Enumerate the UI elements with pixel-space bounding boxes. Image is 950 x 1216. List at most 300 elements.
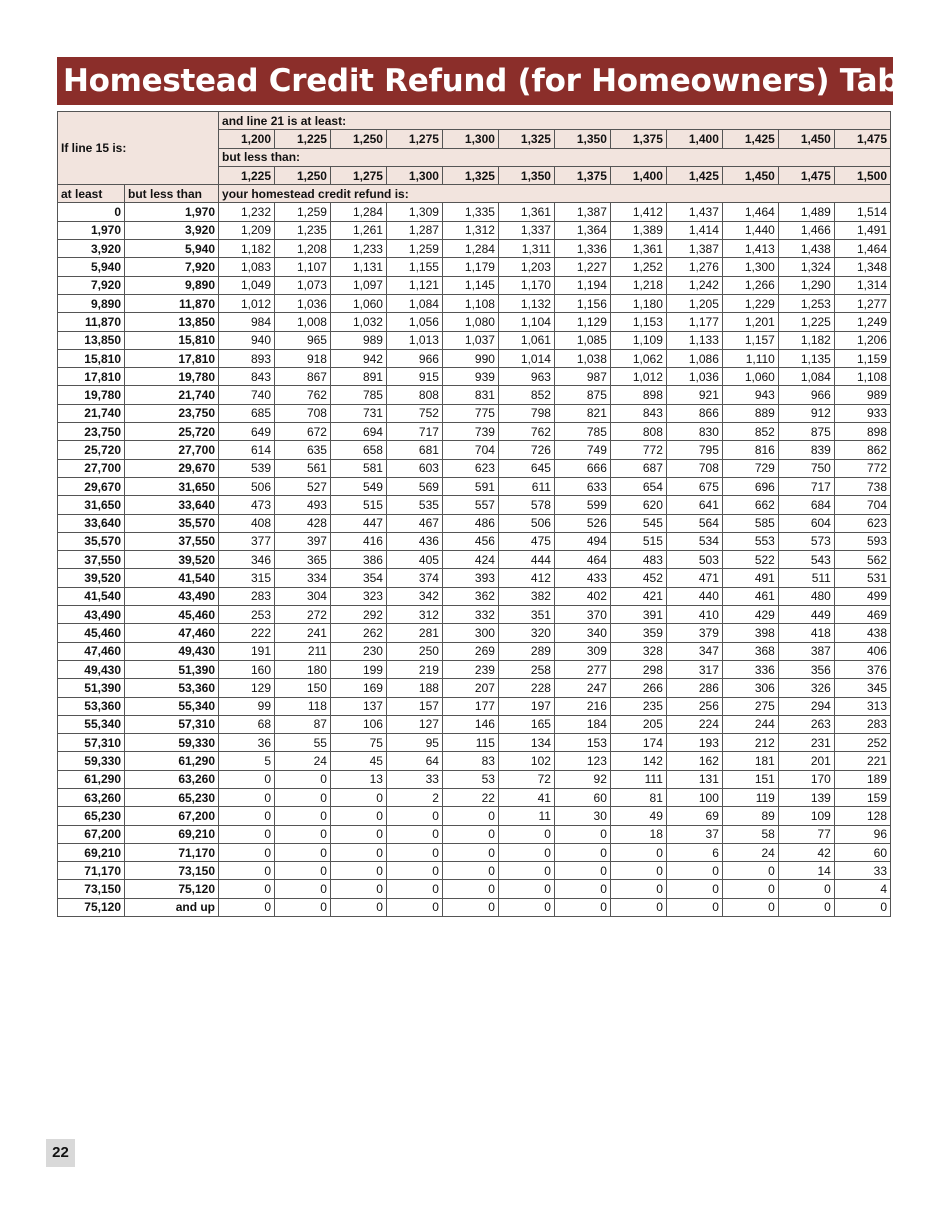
refund-value: 5 [219,752,275,770]
refund-value: 681 [386,441,442,459]
refund-value: 64 [386,752,442,770]
refund-value: 230 [330,642,386,660]
refund-value: 0 [722,880,778,898]
line21-less-than-value: 1,375 [554,166,610,184]
line21-less-than-value: 1,500 [834,166,890,184]
refund-value: 0 [386,862,442,880]
refund-value: 382 [498,587,554,605]
refund-value: 326 [778,679,834,697]
refund-value: 0 [275,788,331,806]
line21-at-least-value: 1,300 [442,130,498,148]
refund-value: 843 [610,404,666,422]
refund-value: 0 [386,825,442,843]
refund-value: 99 [219,697,275,715]
refund-value: 1,227 [554,258,610,276]
table-row [58,569,891,587]
refund-value: 0 [219,807,275,825]
refund-value: 111 [610,770,666,788]
income-less-than: 55,340 [125,697,219,715]
refund-value: 298 [610,660,666,678]
refund-value: 292 [330,606,386,624]
refund-value: 436 [386,532,442,550]
refund-value: 0 [442,843,498,861]
refund-value: 1,284 [330,203,386,221]
income-less-than: 1,970 [125,203,219,221]
refund-value: 317 [666,660,722,678]
refund-value: 522 [722,551,778,569]
refund-value: 362 [442,587,498,605]
refund-value: 36 [219,734,275,752]
refund-value: 102 [498,752,554,770]
line21-at-least-value: 1,225 [275,130,331,148]
refund-value: 867 [275,368,331,386]
refund-value: 772 [834,459,890,477]
refund-value: 253 [219,606,275,624]
refund-value: 0 [275,843,331,861]
refund-value: 408 [219,514,275,532]
income-at-least: 61,290 [58,770,125,788]
refund-value: 127 [386,715,442,733]
refund-value: 456 [442,532,498,550]
refund-value: 193 [666,734,722,752]
refund-value: 591 [442,477,498,495]
table-row [58,642,891,660]
refund-value: 0 [610,843,666,861]
income-at-least: 19,780 [58,386,125,404]
income-less-than: 3,920 [125,221,219,239]
refund-value: 334 [275,569,331,587]
refund-value: 785 [330,386,386,404]
refund-value: 752 [386,404,442,422]
line21-label: and line 21 is at least: [219,112,891,130]
refund-value: 816 [722,441,778,459]
income-at-least: 43,490 [58,606,125,624]
refund-value: 531 [834,569,890,587]
refund-value: 174 [610,734,666,752]
refund-value: 1,233 [330,240,386,258]
refund-value: 831 [442,386,498,404]
refund-value: 633 [554,477,610,495]
refund-value: 346 [219,551,275,569]
refund-value: 1,324 [778,258,834,276]
refund-value: 0 [275,825,331,843]
table-row [58,423,891,441]
refund-value: 139 [778,788,834,806]
refund-value: 263 [778,715,834,733]
refund-value: 0 [666,880,722,898]
refund-value: 687 [610,459,666,477]
refund-value: 1,180 [610,294,666,312]
line21-less-than-value: 1,225 [219,166,275,184]
refund-value: 654 [610,477,666,495]
refund-value: 294 [778,697,834,715]
income-at-least: 25,720 [58,441,125,459]
income-less-than: 73,150 [125,862,219,880]
table-row [58,294,891,312]
income-at-least: 23,750 [58,423,125,441]
refund-value: 0 [610,880,666,898]
refund-value: 772 [610,441,666,459]
refund-value: 1,060 [722,368,778,386]
table-row [58,276,891,294]
refund-value: 515 [330,496,386,514]
refund-value: 1,155 [386,258,442,276]
refund-value: 30 [554,807,610,825]
refund-value: 875 [778,423,834,441]
refund-value: 708 [275,404,331,422]
refund-value: 146 [442,715,498,733]
refund-value: 1,084 [386,294,442,312]
table-row [58,752,891,770]
refund-value: 1,387 [554,203,610,221]
refund-value: 300 [442,624,498,642]
refund-value: 620 [610,496,666,514]
income-at-least: 45,460 [58,624,125,642]
refund-value: 1,008 [275,313,331,331]
income-less-than: 33,640 [125,496,219,514]
refund-value: 1,412 [610,203,666,221]
table-row [58,349,891,367]
refund-value: 603 [386,459,442,477]
refund-value: 11 [498,807,554,825]
refund-value: 412 [498,569,554,587]
refund-value: 1,300 [722,258,778,276]
refund-value: 1,097 [330,276,386,294]
refund-value: 1,284 [442,240,498,258]
income-less-than: 35,570 [125,514,219,532]
income-less-than: 71,170 [125,843,219,861]
income-less-than: 25,720 [125,423,219,441]
refund-value: 684 [778,496,834,514]
refund-value: 0 [219,898,275,916]
refund-value: 58 [722,825,778,843]
refund-value: 1,014 [498,349,554,367]
refund-value: 471 [666,569,722,587]
line21-at-least-value: 1,200 [219,130,275,148]
table-row [58,734,891,752]
refund-value: 1,225 [778,313,834,331]
refund-value: 562 [834,551,890,569]
refund-value: 77 [778,825,834,843]
refund-value: 694 [330,423,386,441]
refund-value: 24 [722,843,778,861]
refund-value: 989 [834,386,890,404]
refund-value: 506 [219,477,275,495]
refund-value: 1,073 [275,276,331,294]
refund-value: 266 [610,679,666,697]
income-at-least: 27,700 [58,459,125,477]
refund-value: 137 [330,697,386,715]
refund-value: 1,514 [834,203,890,221]
refund-value: 915 [386,368,442,386]
refund-value: 543 [778,551,834,569]
line21-at-least-value: 1,425 [722,130,778,148]
refund-value: 965 [275,331,331,349]
refund-value: 1,036 [666,368,722,386]
refund-value: 1,229 [722,294,778,312]
refund-value: 222 [219,624,275,642]
table-row [58,825,891,843]
refund-value: 386 [330,551,386,569]
line21-less-than-value: 1,400 [610,166,666,184]
refund-value: 839 [778,441,834,459]
income-less-than: 31,650 [125,477,219,495]
refund-value: 6 [666,843,722,861]
refund-value: 359 [610,624,666,642]
refund-value: 160 [219,660,275,678]
refund-value: 283 [834,715,890,733]
table-row [58,258,891,276]
refund-value: 623 [442,459,498,477]
refund-value: 1,287 [386,221,442,239]
refund-value: 151 [722,770,778,788]
refund-value: 433 [554,569,610,587]
refund-value: 0 [275,880,331,898]
refund-value: 418 [778,624,834,642]
income-less-than: and up [125,898,219,916]
refund-value: 569 [386,477,442,495]
refund-value: 483 [610,551,666,569]
refund-value: 134 [498,734,554,752]
refund-value: 503 [666,551,722,569]
refund-value: 205 [610,715,666,733]
refund-value: 402 [554,587,610,605]
refund-value: 581 [330,459,386,477]
refund-value: 585 [722,514,778,532]
refund-value: 1,277 [834,294,890,312]
refund-value: 762 [275,386,331,404]
refund-value: 157 [386,697,442,715]
refund-value: 966 [778,386,834,404]
refund-value: 1,060 [330,294,386,312]
refund-value: 717 [386,423,442,441]
refund-value: 0 [219,880,275,898]
refund-value: 398 [722,624,778,642]
refund-value: 13 [330,770,386,788]
refund-value: 921 [666,386,722,404]
line21-less-than-value: 1,250 [275,166,331,184]
refund-value: 0 [275,862,331,880]
refund-value: 49 [610,807,666,825]
refund-value: 0 [498,862,554,880]
refund-value: 1,218 [610,276,666,294]
refund-value: 1,108 [442,294,498,312]
income-less-than: 5,940 [125,240,219,258]
refund-value: 332 [442,606,498,624]
income-less-than: 19,780 [125,368,219,386]
refund-value: 0 [554,825,610,843]
refund-value: 1,179 [442,258,498,276]
refund-value: 708 [666,459,722,477]
refund-value: 1,107 [275,258,331,276]
refund-value: 740 [219,386,275,404]
refund-value: 283 [219,587,275,605]
refund-value: 41 [498,788,554,806]
refund-value: 1,037 [442,331,498,349]
refund-value: 798 [498,404,554,422]
refund-value: 170 [778,770,834,788]
refund-value: 1,290 [778,276,834,294]
refund-value: 662 [722,496,778,514]
refund-value: 0 [330,862,386,880]
refund-value: 309 [554,642,610,660]
table-row [58,386,891,404]
income-at-least: 33,640 [58,514,125,532]
income-at-least: 9,890 [58,294,125,312]
refund-value: 564 [666,514,722,532]
table-row [58,532,891,550]
refund-value: 467 [386,514,442,532]
refund-value: 939 [442,368,498,386]
refund-value: 33 [834,862,890,880]
income-at-least: 5,940 [58,258,125,276]
refund-label: your homestead credit refund is: [219,185,891,203]
income-less-than: 29,670 [125,459,219,477]
refund-value: 0 [554,898,610,916]
income-at-least: 73,150 [58,880,125,898]
refund-value: 2 [386,788,442,806]
refund-value: 87 [275,715,331,733]
refund-value: 119 [722,788,778,806]
refund-value: 165 [498,715,554,733]
refund-value: 672 [275,423,331,441]
income-at-least: 65,230 [58,807,125,825]
refund-value: 1,259 [386,240,442,258]
refund-value: 374 [386,569,442,587]
refund-value: 464 [554,551,610,569]
refund-value: 188 [386,679,442,697]
refund-value: 1,208 [275,240,331,258]
refund-value: 354 [330,569,386,587]
income-less-than: 41,540 [125,569,219,587]
refund-value: 212 [722,734,778,752]
table-row [58,313,891,331]
income-less-than: 39,520 [125,551,219,569]
income-at-least: 1,970 [58,221,125,239]
refund-value: 304 [275,587,331,605]
refund-value: 0 [442,825,498,843]
line21-at-least-value: 1,475 [834,130,890,148]
refund-value: 1,203 [498,258,554,276]
line21-less-than-value: 1,275 [330,166,386,184]
refund-value: 545 [610,514,666,532]
refund-value: 211 [275,642,331,660]
page-number: 22 [46,1139,75,1167]
refund-value: 1,177 [666,313,722,331]
refund-value: 984 [219,313,275,331]
refund-value: 990 [442,349,498,367]
refund-value: 0 [722,862,778,880]
refund-value: 42 [778,843,834,861]
refund-value: 0 [386,807,442,825]
refund-value: 486 [442,514,498,532]
refund-value: 1,121 [386,276,442,294]
income-less-than: 37,550 [125,532,219,550]
table-row [58,660,891,678]
refund-value: 1,110 [722,349,778,367]
income-at-least: 3,920 [58,240,125,258]
refund-value: 169 [330,679,386,697]
refund-value: 128 [834,807,890,825]
refund-value: 429 [722,606,778,624]
refund-value: 775 [442,404,498,422]
income-at-least: 55,340 [58,715,125,733]
refund-table [57,111,891,917]
income-at-least: 37,550 [58,551,125,569]
refund-value: 1,253 [778,294,834,312]
refund-value: 469 [834,606,890,624]
refund-value: 1,259 [275,203,331,221]
refund-value: 159 [834,788,890,806]
refund-value: 0 [554,862,610,880]
refund-value: 1,337 [498,221,554,239]
refund-value: 942 [330,349,386,367]
refund-value: 397 [275,532,331,550]
income-less-than: 49,430 [125,642,219,660]
refund-value: 1,194 [554,276,610,294]
refund-value: 480 [778,587,834,605]
refund-value: 201 [778,752,834,770]
refund-value: 0 [275,898,331,916]
refund-value: 60 [834,843,890,861]
refund-value: 593 [834,532,890,550]
income-at-least: 15,810 [58,349,125,367]
refund-value: 561 [275,459,331,477]
refund-value: 0 [330,807,386,825]
refund-value: 256 [666,697,722,715]
refund-value: 898 [834,423,890,441]
line21-at-least-value: 1,375 [610,130,666,148]
refund-value: 68 [219,715,275,733]
income-at-least: 41,540 [58,587,125,605]
refund-value: 289 [498,642,554,660]
refund-value: 862 [834,441,890,459]
refund-value: 578 [498,496,554,514]
refund-value: 1,080 [442,313,498,331]
refund-value: 0 [330,825,386,843]
refund-value: 0 [442,898,498,916]
refund-value: 0 [219,862,275,880]
refund-value: 675 [666,477,722,495]
refund-value: 365 [275,551,331,569]
line21-at-least-value: 1,400 [666,130,722,148]
refund-value: 406 [834,642,890,660]
refund-value: 1,129 [554,313,610,331]
but-less-label: but less than: [219,148,891,166]
table-row [58,459,891,477]
refund-value: 1,336 [554,240,610,258]
refund-value: 658 [330,441,386,459]
income-less-than: 53,360 [125,679,219,697]
refund-value: 611 [498,477,554,495]
refund-value: 1,182 [219,240,275,258]
refund-value: 1,085 [554,331,610,349]
refund-value: 391 [610,606,666,624]
refund-value: 557 [442,496,498,514]
income-less-than: 45,460 [125,606,219,624]
income-less-than: 9,890 [125,276,219,294]
refund-value: 499 [834,587,890,605]
refund-value: 0 [386,880,442,898]
income-less-than: 59,330 [125,734,219,752]
refund-value: 641 [666,496,722,514]
refund-value: 1,109 [610,331,666,349]
refund-value: 115 [442,734,498,752]
refund-value: 717 [778,477,834,495]
income-at-least: 69,210 [58,843,125,861]
table-row [58,551,891,569]
line21-less-than-value: 1,300 [386,166,442,184]
